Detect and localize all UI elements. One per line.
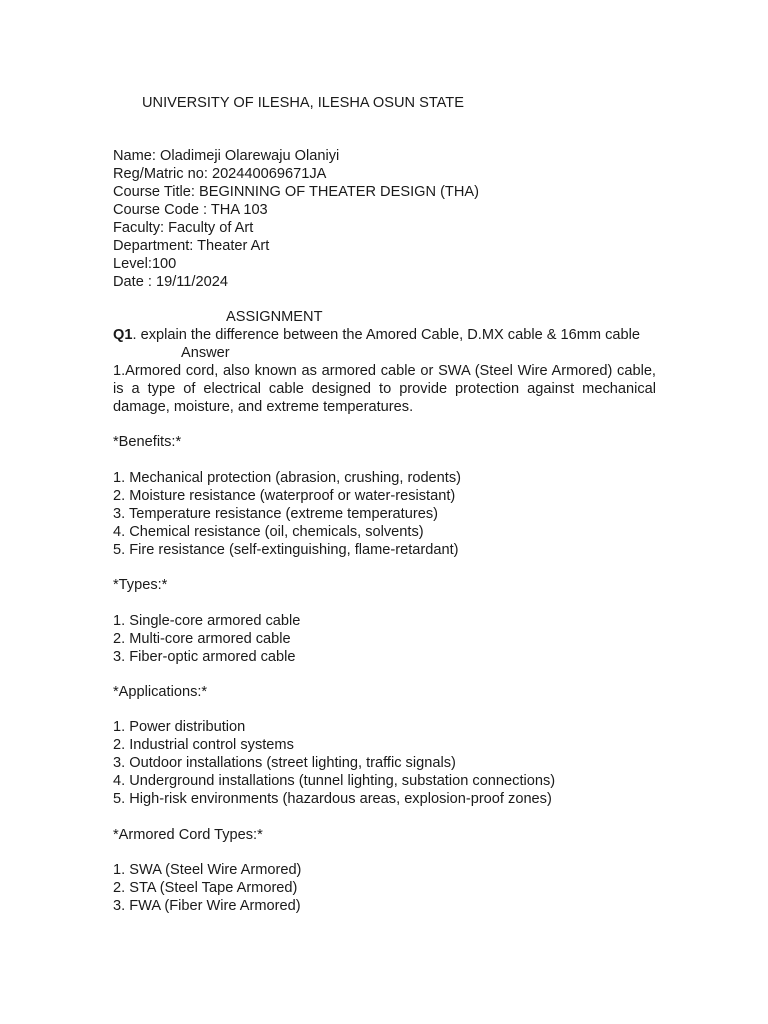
question-label: Q1 bbox=[113, 327, 133, 343]
date: Date : 19/11/2024 bbox=[113, 274, 228, 290]
reg-number: Reg/Matric no: 202440069671JA bbox=[113, 166, 327, 182]
cord-types-heading: *Armored Cord Types:* bbox=[113, 827, 263, 843]
list-item: 3. Temperature resistance (extreme temperatures) bbox=[113, 506, 438, 522]
list-item: 1. Mechanical protection (abrasion, crushing, rodents) bbox=[113, 470, 461, 486]
list-item: 2. Industrial control systems bbox=[113, 737, 294, 753]
applications-list bbox=[113, 718, 555, 808]
benefits-heading: *Benefits:* bbox=[113, 434, 182, 450]
list-item: 4. Chemical resistance (oil, chemicals, solvents) bbox=[113, 524, 424, 540]
cord-types-list bbox=[113, 861, 301, 915]
benefits-list bbox=[113, 469, 461, 559]
types-heading: *Types:* bbox=[113, 577, 168, 593]
list-item: 3. Fiber-optic armored cable bbox=[113, 649, 296, 665]
assignment-heading: ASSIGNMENT bbox=[226, 309, 323, 325]
course-code: Course Code : THA 103 bbox=[113, 202, 268, 218]
list-item: 4. Underground installations (tunnel lighting, substation connections) bbox=[113, 773, 556, 789]
list-item: 5. High-risk environments (hazardous areas, explosion-proof zones) bbox=[113, 791, 552, 807]
applications-heading: *Applications:* bbox=[113, 684, 208, 700]
list-item: 3. FWA (Fiber Wire Armored) bbox=[113, 898, 301, 914]
university-title: UNIVERSITY OF ILESHA, ILESHA OSUN STATE bbox=[142, 95, 464, 111]
list-item: 2. Moisture resistance (waterproof or water-resistant) bbox=[113, 488, 456, 504]
list-item: 2. Multi-core armored cable bbox=[113, 631, 291, 647]
answer-label: Answer bbox=[181, 345, 230, 361]
question-text: . explain the difference between the Amored Cable, D.MX cable & 16mm cable bbox=[132, 327, 641, 343]
list-item: 1. SWA (Steel Wire Armored) bbox=[113, 862, 302, 878]
student-name: Name: Oladimeji Olarewaju Olaniyi bbox=[113, 148, 340, 164]
department: Department: Theater Art bbox=[113, 238, 270, 254]
faculty: Faculty: Faculty of Art bbox=[113, 220, 254, 236]
list-item: 3. Outdoor installations (street lighting, traffic signals) bbox=[113, 755, 456, 771]
types-list bbox=[113, 612, 300, 666]
list-item: 2. STA (Steel Tape Armored) bbox=[113, 880, 298, 896]
list-item: 5. Fire resistance (self-extinguishing, flame-retardant) bbox=[113, 542, 459, 558]
level: Level:100 bbox=[113, 256, 177, 272]
question-1 bbox=[113, 326, 640, 344]
course-title: Course Title: BEGINNING OF THEATER DESIGN (THA) bbox=[113, 184, 479, 200]
list-item: 1. Power distribution bbox=[113, 719, 246, 735]
answer-intro-paragraph: 1.Armored cord, also known as armored cable or SWA (Steel Wire Armored) cable, is a type of electrical cable designed to provide protection against mechanical damage, moisture, and extreme temperatures. bbox=[113, 363, 656, 415]
list-item: 1. Single-core armored cable bbox=[113, 613, 301, 629]
